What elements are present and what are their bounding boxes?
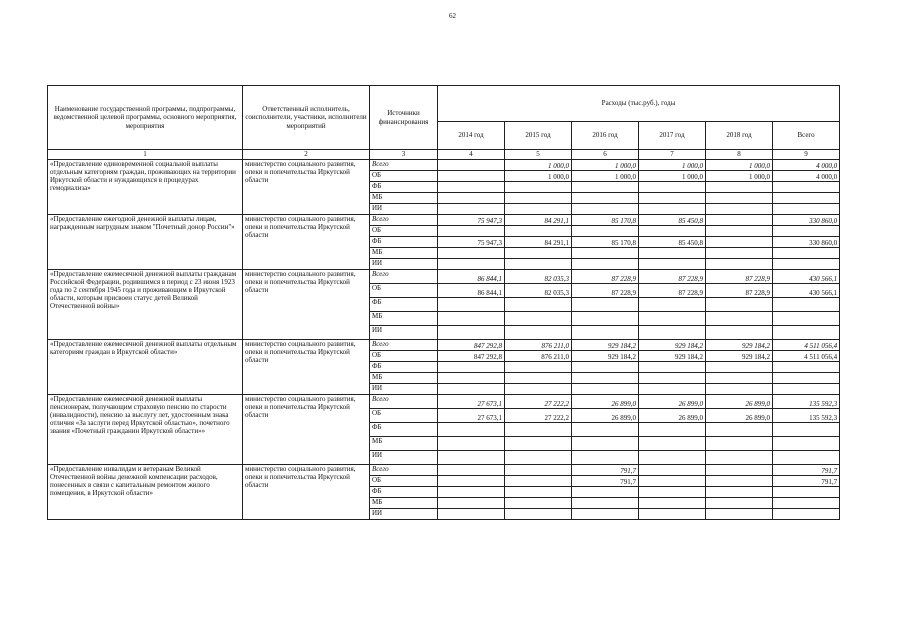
amount-cell xyxy=(706,423,773,437)
funding-source: ИИ xyxy=(370,451,438,465)
funding-source: МБ xyxy=(370,248,438,259)
funding-source: ИИ xyxy=(370,509,438,520)
amount-cell xyxy=(438,465,505,476)
amount-cell xyxy=(505,298,572,312)
amount-cell xyxy=(639,259,706,270)
amount-cell: 1 000,0 xyxy=(572,160,639,171)
amount-cell xyxy=(438,204,505,215)
amount-cell xyxy=(505,312,572,326)
amount-cell xyxy=(438,182,505,193)
amount-cell xyxy=(639,498,706,509)
funding-source: ИИ xyxy=(370,259,438,270)
amount-cell xyxy=(639,384,706,395)
column-index: 8 xyxy=(706,150,773,160)
header-year: 2016 год xyxy=(572,122,639,150)
header-year: 2014 год xyxy=(438,122,505,150)
amount-cell: 26 899,0 xyxy=(572,395,639,409)
table-row xyxy=(48,270,840,284)
amount-cell xyxy=(505,451,572,465)
amount-cell: 4 000,0 xyxy=(773,160,840,171)
amount-cell: 4 000,0 xyxy=(773,171,840,182)
amount-cell xyxy=(639,451,706,465)
amount-cell: 929 184,2 xyxy=(572,340,639,351)
amount-cell: 1 000,0 xyxy=(639,160,706,171)
amount-cell xyxy=(572,193,639,204)
amount-cell: 1 000,0 xyxy=(572,171,639,182)
amount-cell xyxy=(505,384,572,395)
amount-cell xyxy=(773,248,840,259)
program-name: «Предоставление ежегодной денежной выплаты лицам, награжденным нагрудным знаком "Почетный донор России"» xyxy=(48,215,243,270)
amount-cell xyxy=(773,498,840,509)
funding-source: ФБ xyxy=(370,362,438,373)
amount-cell xyxy=(639,193,706,204)
column-index: 9 xyxy=(773,150,840,160)
amount-cell xyxy=(639,487,706,498)
amount-cell: 4 511 056,4 xyxy=(773,351,840,362)
funding-source: МБ xyxy=(370,312,438,326)
amount-cell: 87 228,9 xyxy=(572,284,639,298)
table-row xyxy=(48,465,840,476)
program-name: «Предоставление ежемесячной денежной выплаты пенсионерам, получающим страховую пенсию по старости (инвалидности), пенсию за выслугу лет, удостоенным знака отличия «За заслуги перед Иркутской областью», почетного звания «Почетный гражданин Иркутской области»» xyxy=(48,395,243,465)
amount-cell: 27 222,2 xyxy=(505,395,572,409)
amount-cell xyxy=(706,237,773,248)
amount-cell xyxy=(706,451,773,465)
amount-cell: 330 860,0 xyxy=(773,237,840,248)
executor-name: министерство социального развития, опеки и попечительства Иркутской области xyxy=(243,215,370,270)
amount-cell: 26 899,0 xyxy=(572,409,639,423)
amount-cell xyxy=(438,509,505,520)
amount-cell: 75 947,3 xyxy=(438,237,505,248)
executor-name: министерство социального развития, опеки и попечительства Иркутской области xyxy=(243,395,370,465)
amount-cell: 85 170,8 xyxy=(572,237,639,248)
amount-cell xyxy=(773,509,840,520)
amount-cell xyxy=(438,312,505,326)
amount-cell xyxy=(706,204,773,215)
funding-source: ОБ xyxy=(370,226,438,237)
header-program: Наименование государственной программы, подпрограммы, ведомственной целевой программы, основного мероприятия, мероприятия xyxy=(48,86,243,150)
funding-source: Всего xyxy=(370,340,438,351)
amount-cell xyxy=(706,193,773,204)
amount-cell: 330 860,0 xyxy=(773,215,840,226)
financing-table xyxy=(47,85,840,520)
amount-cell: 876 211,0 xyxy=(505,340,572,351)
amount-cell xyxy=(639,423,706,437)
amount-cell xyxy=(706,498,773,509)
header-source: Источники финансирования xyxy=(370,86,438,150)
amount-cell xyxy=(706,437,773,451)
amount-cell xyxy=(706,226,773,237)
amount-cell: 791,7 xyxy=(572,476,639,487)
funding-source: ОБ xyxy=(370,409,438,423)
amount-cell: 26 899,0 xyxy=(706,395,773,409)
amount-cell xyxy=(773,298,840,312)
amount-cell: 84 291,1 xyxy=(505,237,572,248)
amount-cell xyxy=(639,312,706,326)
amount-cell xyxy=(639,362,706,373)
amount-cell xyxy=(505,509,572,520)
amount-cell xyxy=(706,465,773,476)
amount-cell xyxy=(572,204,639,215)
amount-cell xyxy=(773,312,840,326)
funding-source: ФБ xyxy=(370,423,438,437)
amount-cell xyxy=(438,259,505,270)
amount-cell xyxy=(572,312,639,326)
header-year: 2017 год xyxy=(639,122,706,150)
amount-cell: 85 450,8 xyxy=(639,237,706,248)
funding-source: ОБ xyxy=(370,284,438,298)
amount-cell xyxy=(572,384,639,395)
table-row xyxy=(48,340,840,351)
amount-cell xyxy=(706,298,773,312)
amount-cell: 929 184,2 xyxy=(639,351,706,362)
amount-cell xyxy=(706,487,773,498)
amount-cell xyxy=(438,476,505,487)
amount-cell xyxy=(639,476,706,487)
amount-cell xyxy=(706,248,773,259)
amount-cell xyxy=(572,373,639,384)
executor-name: министерство социального развития, опеки и попечительства Иркутской области xyxy=(243,465,370,520)
amount-cell xyxy=(773,373,840,384)
amount-cell xyxy=(773,326,840,340)
amount-cell xyxy=(505,326,572,340)
amount-cell xyxy=(572,182,639,193)
amount-cell: 430 566,1 xyxy=(773,284,840,298)
amount-cell xyxy=(706,373,773,384)
amount-cell xyxy=(639,298,706,312)
amount-cell xyxy=(639,509,706,520)
amount-cell: 26 899,0 xyxy=(639,409,706,423)
amount-cell xyxy=(773,423,840,437)
program-name: «Предоставление ежемесячной денежной выплаты отдельным категориям граждан в Иркутской области» xyxy=(48,340,243,395)
page-number: 62 xyxy=(449,12,456,20)
amount-cell xyxy=(505,226,572,237)
header-total: Всего xyxy=(773,122,840,150)
amount-cell: 1 000,0 xyxy=(505,160,572,171)
funding-source: ОБ xyxy=(370,351,438,362)
column-index: 7 xyxy=(639,150,706,160)
amount-cell xyxy=(773,487,840,498)
amount-cell: 430 566,1 xyxy=(773,270,840,284)
amount-cell xyxy=(505,487,572,498)
amount-cell xyxy=(438,451,505,465)
amount-cell xyxy=(438,326,505,340)
amount-cell xyxy=(505,437,572,451)
amount-cell xyxy=(706,476,773,487)
amount-cell xyxy=(706,509,773,520)
amount-cell: 87 228,9 xyxy=(639,284,706,298)
funding-source: ОБ xyxy=(370,171,438,182)
amount-cell xyxy=(706,259,773,270)
amount-cell: 87 228,9 xyxy=(639,270,706,284)
funding-source: МБ xyxy=(370,498,438,509)
amount-cell: 791,7 xyxy=(773,476,840,487)
amount-cell xyxy=(438,373,505,384)
funding-source: ИИ xyxy=(370,204,438,215)
table-row xyxy=(48,395,840,409)
program-name: «Предоставление инвалидам и ветеранам Великой Отечественной войны денежной компенсации расходов, понесенных в связи с капитальным ремонтом жилого помещения, в Иркутской области» xyxy=(48,465,243,520)
amount-cell xyxy=(438,487,505,498)
amount-cell xyxy=(438,384,505,395)
header-year: 2018 год xyxy=(706,122,773,150)
table-row xyxy=(48,215,840,226)
amount-cell xyxy=(438,437,505,451)
funding-source: ИИ xyxy=(370,384,438,395)
program-name: «Предоставление ежемесячной денежной выплаты гражданам Российской Федерации, родившимся в период с 23 июня 1923 года по 2 сентября 1945 года и проживающим в Иркутской области, которым присвоен статус детей Великой Отечественной войны» xyxy=(48,270,243,340)
amount-cell xyxy=(706,182,773,193)
amount-cell: 847 292,8 xyxy=(438,351,505,362)
amount-cell xyxy=(438,193,505,204)
funding-source: ФБ xyxy=(370,298,438,312)
amount-cell xyxy=(572,259,639,270)
amount-cell xyxy=(639,226,706,237)
executor-name: министерство социального развития, опеки и попечительства Иркутской области xyxy=(243,270,370,340)
amount-cell xyxy=(706,326,773,340)
amount-cell: 847 292,8 xyxy=(438,340,505,351)
amount-cell xyxy=(773,259,840,270)
amount-cell xyxy=(438,423,505,437)
amount-cell xyxy=(438,298,505,312)
funding-source: МБ xyxy=(370,437,438,451)
amount-cell: 84 291,1 xyxy=(505,215,572,226)
amount-cell xyxy=(505,259,572,270)
amount-cell xyxy=(572,326,639,340)
funding-source: ИИ xyxy=(370,326,438,340)
amount-cell xyxy=(773,204,840,215)
amount-cell xyxy=(505,182,572,193)
program-name: «Предоставление единовременной социальной выплаты отдельным категориям граждан, проживающих на территории Иркутской области и нуждающихся в процедурах гемодиализа» xyxy=(48,160,243,215)
amount-cell xyxy=(773,384,840,395)
amount-cell: 86 844,1 xyxy=(438,284,505,298)
table-row xyxy=(48,160,840,171)
funding-source: ОБ xyxy=(370,476,438,487)
funding-source: Всего xyxy=(370,270,438,284)
amount-cell: 75 947,3 xyxy=(438,215,505,226)
amount-cell xyxy=(572,437,639,451)
amount-cell xyxy=(572,498,639,509)
amount-cell xyxy=(505,362,572,373)
amount-cell xyxy=(438,171,505,182)
amount-cell xyxy=(572,487,639,498)
amount-cell xyxy=(639,182,706,193)
amount-cell: 876 211,0 xyxy=(505,351,572,362)
amount-cell xyxy=(572,509,639,520)
amount-cell xyxy=(773,362,840,373)
amount-cell xyxy=(639,204,706,215)
amount-cell xyxy=(572,423,639,437)
amount-cell xyxy=(438,226,505,237)
amount-cell xyxy=(438,160,505,171)
amount-cell: 1 000,0 xyxy=(706,171,773,182)
amount-cell: 82 035,3 xyxy=(505,284,572,298)
amount-cell xyxy=(505,193,572,204)
header-expenses: Расходы (тыс.руб.), годы xyxy=(438,86,840,122)
amount-cell: 135 592,3 xyxy=(773,409,840,423)
amount-cell xyxy=(572,248,639,259)
amount-cell: 87 228,9 xyxy=(706,284,773,298)
funding-source: МБ xyxy=(370,193,438,204)
amount-cell xyxy=(505,423,572,437)
amount-cell: 929 184,2 xyxy=(706,340,773,351)
amount-cell: 27 673,1 xyxy=(438,395,505,409)
amount-cell xyxy=(773,451,840,465)
amount-cell: 26 899,0 xyxy=(639,395,706,409)
amount-cell: 27 673,1 xyxy=(438,409,505,423)
amount-cell xyxy=(572,226,639,237)
funding-source: ФБ xyxy=(370,237,438,248)
amount-cell xyxy=(572,298,639,312)
amount-cell xyxy=(773,437,840,451)
amount-cell xyxy=(438,498,505,509)
amount-cell xyxy=(505,465,572,476)
funding-source: МБ xyxy=(370,373,438,384)
amount-cell xyxy=(639,248,706,259)
funding-source: ФБ xyxy=(370,487,438,498)
amount-cell: 1 000,0 xyxy=(706,160,773,171)
amount-cell xyxy=(706,312,773,326)
header-year: 2015 год xyxy=(505,122,572,150)
funding-source: Всего xyxy=(370,215,438,226)
amount-cell: 86 844,1 xyxy=(438,270,505,284)
amount-cell: 87 228,9 xyxy=(572,270,639,284)
amount-cell xyxy=(572,451,639,465)
column-index: 3 xyxy=(370,150,438,160)
amount-cell xyxy=(639,373,706,384)
amount-cell: 87 228,9 xyxy=(706,270,773,284)
amount-cell xyxy=(438,362,505,373)
amount-cell: 85 450,8 xyxy=(639,215,706,226)
amount-cell: 1 000,0 xyxy=(639,171,706,182)
column-index: 1 xyxy=(48,150,243,160)
amount-cell xyxy=(639,326,706,340)
amount-cell: 791,7 xyxy=(773,465,840,476)
amount-cell: 791,7 xyxy=(572,465,639,476)
amount-cell xyxy=(505,476,572,487)
amount-cell xyxy=(505,248,572,259)
amount-cell: 27 222,2 xyxy=(505,409,572,423)
amount-cell xyxy=(505,373,572,384)
executor-name: министерство социального развития, опеки и попечительства Иркутской области xyxy=(243,160,370,215)
amount-cell xyxy=(639,437,706,451)
amount-cell xyxy=(773,193,840,204)
amount-cell xyxy=(706,362,773,373)
funding-source: Всего xyxy=(370,395,438,409)
amount-cell: 26 899,0 xyxy=(706,409,773,423)
column-index: 2 xyxy=(243,150,370,160)
amount-cell: 929 184,2 xyxy=(706,351,773,362)
funding-source: ФБ xyxy=(370,182,438,193)
amount-cell xyxy=(505,498,572,509)
column-index: 5 xyxy=(505,150,572,160)
column-index: 6 xyxy=(572,150,639,160)
amount-cell xyxy=(639,465,706,476)
amount-cell: 1 000,0 xyxy=(505,171,572,182)
funding-source: Всего xyxy=(370,465,438,476)
amount-cell xyxy=(438,248,505,259)
executor-name: министерство социального развития, опеки и попечительства Иркутской области xyxy=(243,340,370,395)
funding-source: Всего xyxy=(370,160,438,171)
amount-cell: 135 592,3 xyxy=(773,395,840,409)
header-executor: Ответственный исполнитель, соисполнители, участники, исполнители мероприятий xyxy=(243,86,370,150)
amount-cell xyxy=(706,384,773,395)
amount-cell xyxy=(706,215,773,226)
amount-cell xyxy=(773,182,840,193)
amount-cell xyxy=(505,204,572,215)
amount-cell xyxy=(773,226,840,237)
amount-cell: 85 170,8 xyxy=(572,215,639,226)
amount-cell: 929 184,2 xyxy=(639,340,706,351)
amount-cell xyxy=(572,362,639,373)
amount-cell: 929 184,2 xyxy=(572,351,639,362)
amount-cell: 82 035,3 xyxy=(505,270,572,284)
amount-cell: 4 511 056,4 xyxy=(773,340,840,351)
column-index: 4 xyxy=(438,150,505,160)
